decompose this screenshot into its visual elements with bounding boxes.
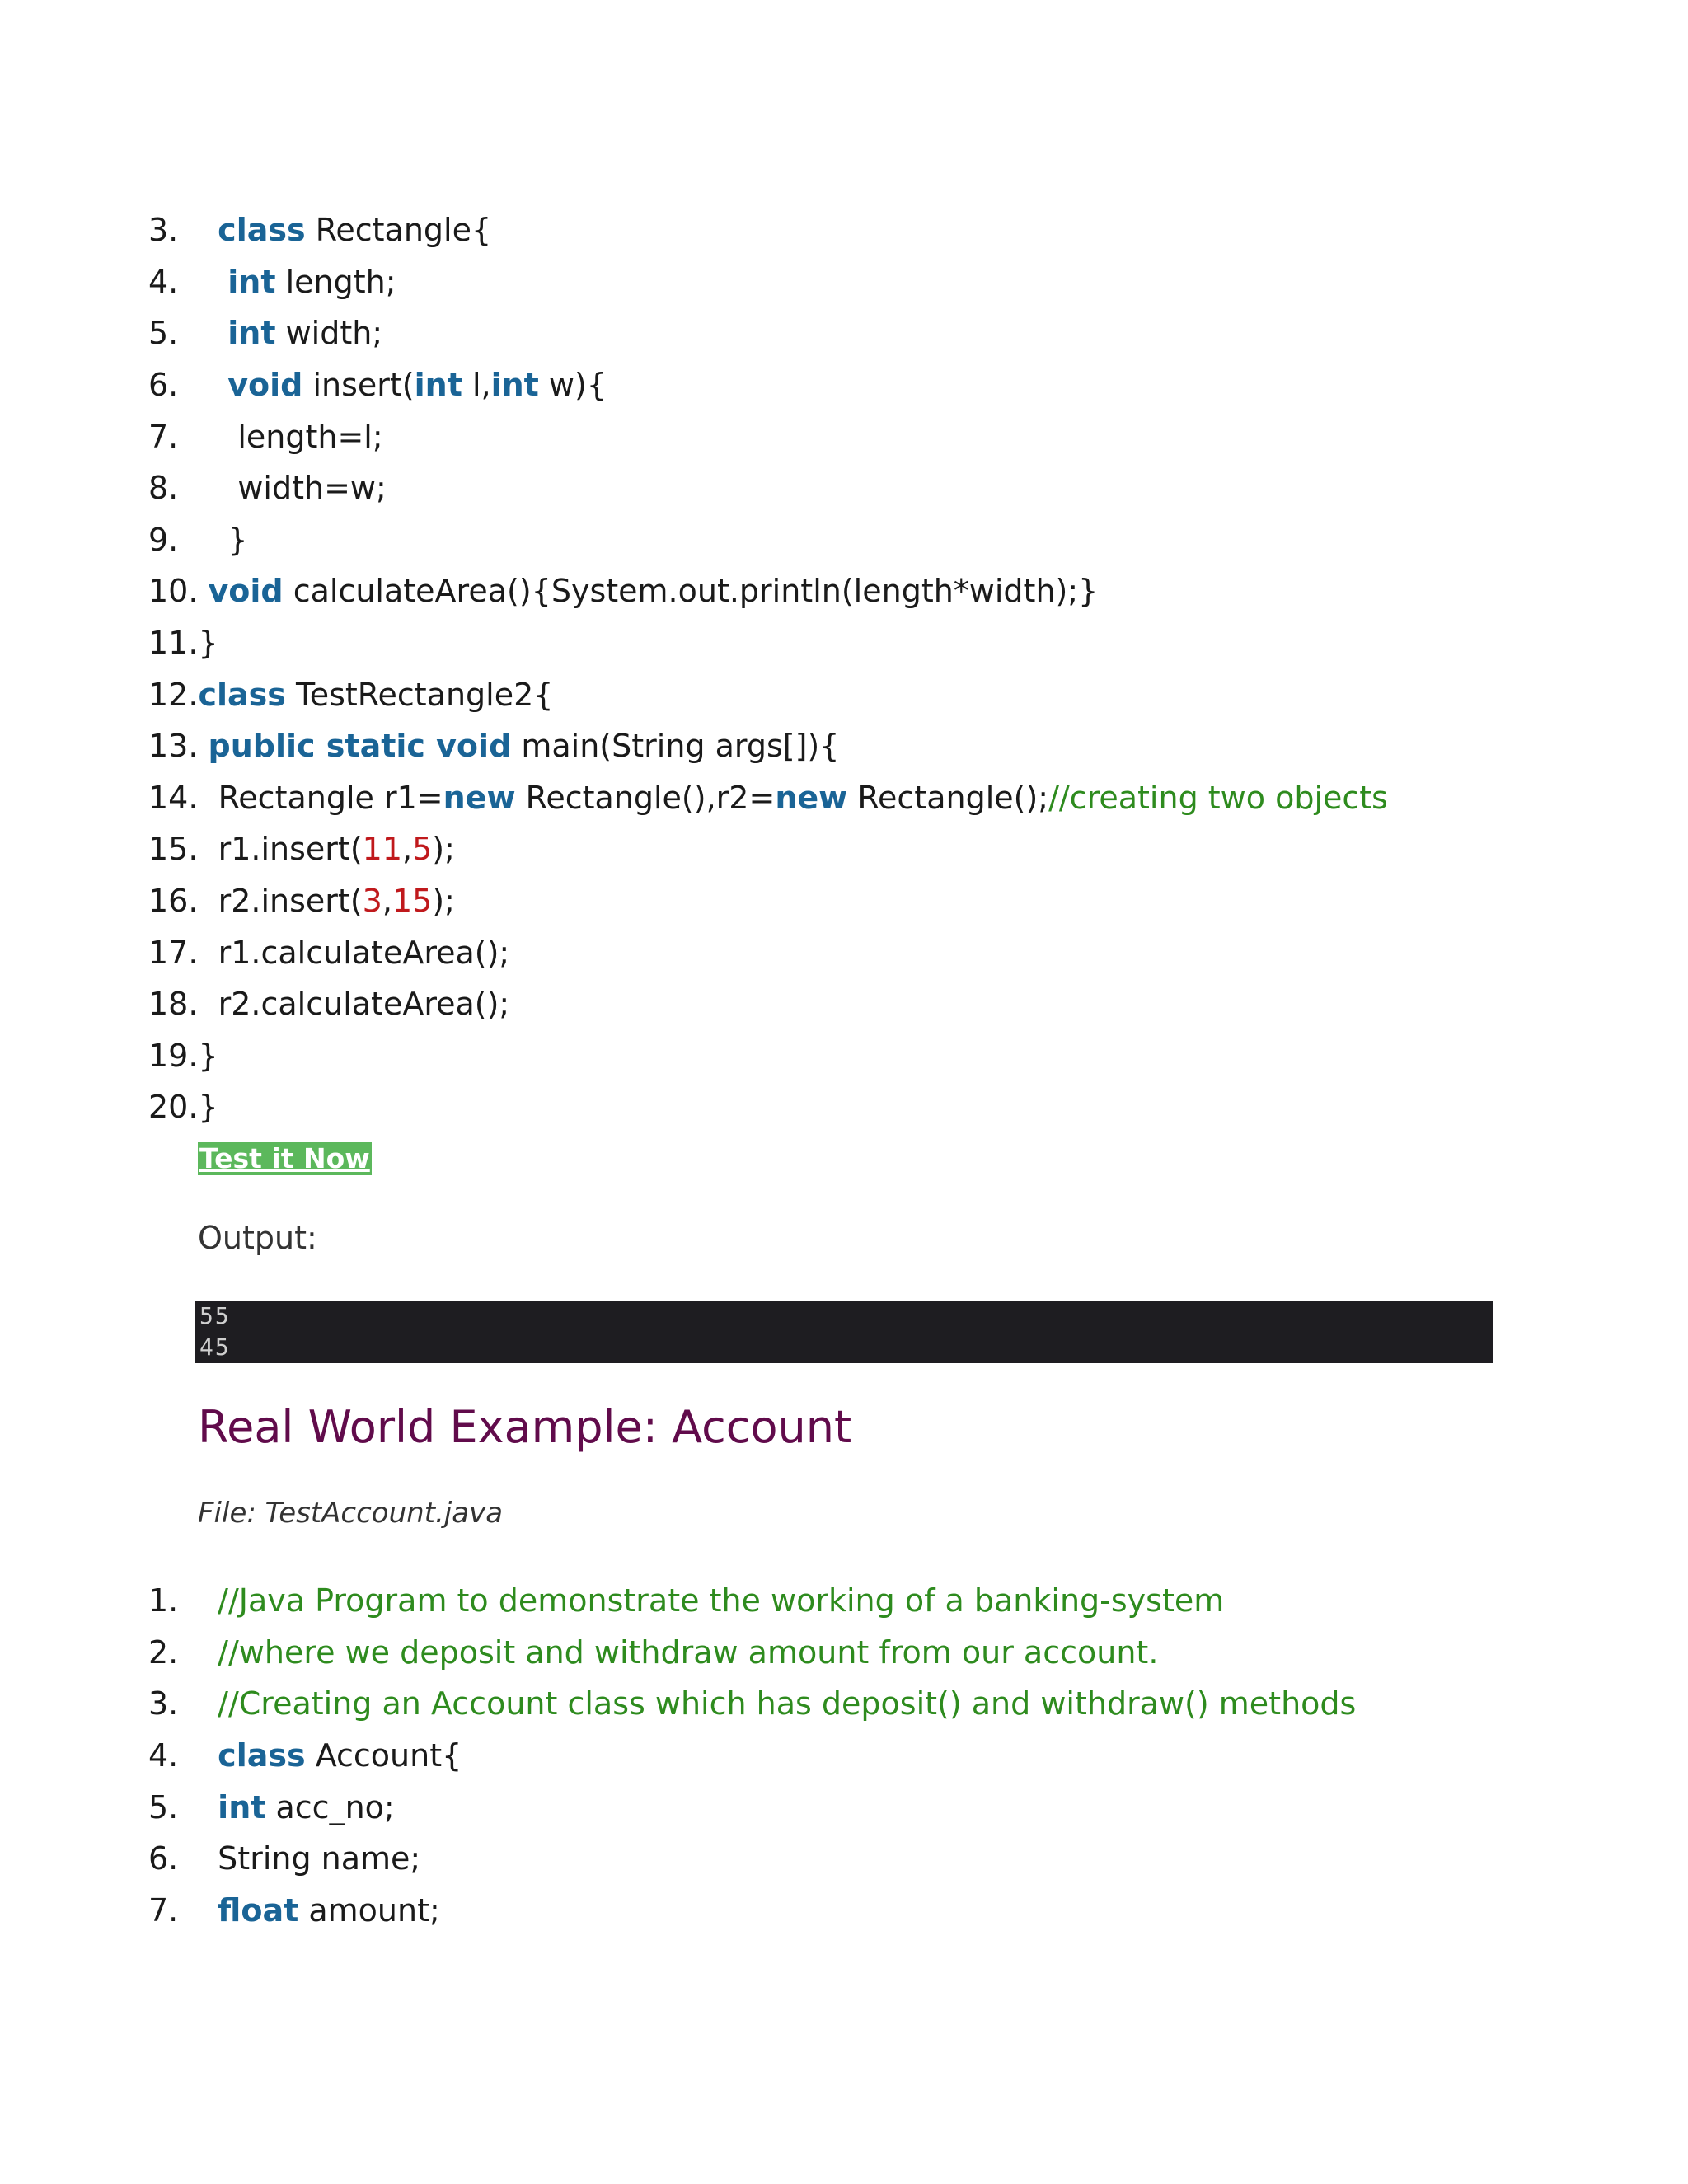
code-indent [198,1634,218,1671]
code-indent [198,470,237,506]
code-token: insert( [302,367,415,404]
line-number: 9. [148,521,179,558]
line-number: 7. [148,1891,179,1929]
code-indent [198,1737,218,1774]
code-token: } [198,1037,218,1074]
keyword-token: public static void [208,728,512,765]
code-line [148,617,1500,669]
code-token: acc_no; [265,1788,395,1825]
line-number: 3. [148,212,179,249]
code-line [148,1730,1500,1782]
code-token: } [227,521,248,558]
code-indent [198,780,218,816]
code-token: } [198,1089,218,1126]
keyword-token: void [208,573,284,610]
line-number: 19. [148,1037,199,1074]
number-token: 11 [362,831,403,868]
code-token: r1.calculateArea(); [218,934,510,971]
code-indent [198,1685,218,1722]
code-text [198,677,553,713]
code-token: width; [275,315,383,352]
code-token: length; [275,263,396,300]
keyword-token: int [227,263,276,300]
line-number: 14. [148,779,199,816]
code-text [198,780,1388,816]
keyword-token: int [218,1788,266,1825]
keyword-token: int [414,367,462,404]
keyword-token: class [198,676,286,713]
code-token: r1.insert( [218,831,363,868]
code-token: ); [432,831,455,868]
code-text [198,315,382,351]
code-token: l, [462,367,491,404]
code-line [148,978,1500,1030]
code-text [198,935,509,971]
code-indent [198,419,237,455]
code-indent [198,264,227,300]
code-text [198,1892,440,1929]
line-number: 17. [148,934,199,971]
code-token: width=w; [237,470,387,507]
keyword-token: class [218,1737,306,1774]
line-number: 10. [148,573,199,610]
code-indent [198,1789,218,1825]
line-number: 11. [148,625,199,662]
line-number: 5. [148,315,179,352]
code-token: String name; [218,1840,421,1877]
test-it-now-button[interactable]: Test it Now [199,1142,370,1174]
code-text [198,1737,462,1774]
number-token: 15 [392,883,433,920]
number-token: 5 [412,831,433,868]
line-number: 7. [148,418,179,455]
code-line [148,1030,1500,1082]
code-token: w){ [538,367,607,404]
code-text [198,419,383,455]
comment-token: //Creating an Account class which has deposit() and withdraw() methods [218,1685,1357,1722]
code-text [198,883,455,919]
code-line [148,1678,1500,1730]
code-token: } [198,625,218,662]
code-token: calculateArea(){System.out.println(length*width);} [283,573,1099,610]
line-number: 16. [148,883,199,920]
code-text [198,1634,1158,1671]
code-text [198,212,491,248]
code-line [148,772,1500,824]
code-token: Account{ [305,1737,462,1774]
console-line: 55 [199,1302,231,1329]
code-line [148,204,1500,256]
code-indent [198,573,208,609]
code-text [198,986,509,1022]
code-indent [198,212,218,248]
code-line [148,823,1500,875]
code-line [148,1081,1500,1133]
code-token: Rectangle(); [847,779,1049,816]
code-token: main(String args[]){ [511,728,840,765]
keyword-token: int [490,367,539,404]
line-number: 20. [148,1089,199,1126]
code-line [148,875,1500,927]
code-line [148,926,1500,978]
comment-token: //creating two objects [1048,779,1388,816]
comment-token: //Java Program to demonstrate the working of a banking-system [218,1582,1225,1619]
line-number: 4. [148,263,179,300]
code-line [148,720,1500,772]
code-line [148,514,1500,566]
code-text [198,831,455,867]
line-number: 15. [148,831,199,868]
code-line [148,565,1500,617]
keyword-token: float [218,1891,299,1929]
code-text [198,367,607,403]
number-token: 3 [362,883,382,920]
code-line [148,1833,1500,1885]
code-line [148,410,1500,462]
code-line [148,359,1500,411]
output-console [195,1301,1493,1363]
line-number: 6. [148,1840,179,1877]
code-indent [198,883,218,919]
code-indent [198,986,218,1022]
code-listing-rectangle [148,204,1500,1133]
code-indent [198,315,227,351]
line-number: 13. [148,728,199,765]
code-token: Rectangle(),r2= [515,779,776,816]
code-token: Rectangle r1= [218,779,443,816]
code-listing-account [148,1575,1500,1936]
keyword-token: class [218,212,306,249]
keyword-token: new [775,779,848,816]
line-number: 2. [148,1633,179,1671]
code-token: TestRectangle2{ [285,676,554,713]
line-number: 3. [148,1685,179,1722]
code-line [148,256,1500,308]
code-text [198,264,396,300]
code-token: , [402,831,413,868]
code-text [198,1582,1224,1619]
keyword-token: new [443,779,516,816]
code-indent [198,1582,218,1619]
code-token: amount; [298,1891,440,1929]
line-number: 1. [148,1582,179,1619]
code-token: r2.insert( [218,883,363,920]
line-number: 18. [148,986,199,1023]
code-indent [198,831,218,867]
code-indent [198,522,227,558]
code-indent [198,367,227,403]
file-label: File: TestAccount.java [198,1497,504,1530]
code-indent [198,1892,218,1929]
code-token: Rectangle{ [305,212,492,249]
code-indent [198,935,218,971]
code-text [198,625,218,661]
code-line [148,668,1500,720]
code-text [198,1789,395,1825]
code-token: length=l; [237,418,383,455]
line-number: 12. [148,676,199,713]
keyword-token: void [227,367,303,404]
line-number: 4. [148,1737,179,1774]
code-text [198,1840,420,1877]
code-line [148,307,1500,359]
code-text [198,1089,218,1125]
code-text [198,573,1098,609]
code-line [148,1575,1500,1627]
code-token: ); [432,883,455,920]
code-text [198,1038,218,1074]
code-text [198,1685,1356,1722]
code-indent [198,728,208,764]
section-heading: Real World Example: Account [198,1401,852,1453]
line-number: 5. [148,1788,179,1825]
code-text [198,728,839,764]
output-label: Output: [198,1220,317,1256]
code-token: r2.calculateArea(); [218,986,510,1023]
line-number: 6. [148,367,179,404]
console-line: 45 [199,1333,231,1361]
keyword-token: int [227,315,276,352]
code-token: , [382,883,392,920]
code-text [198,470,387,506]
line-number: 8. [148,470,179,507]
code-line [148,1781,1500,1833]
code-line [148,1627,1500,1679]
code-text [198,522,247,558]
code-line [148,462,1500,514]
code-line [148,1885,1500,1937]
code-indent [198,1840,218,1877]
comment-token: //where we deposit and withdraw amount from our account. [218,1633,1159,1671]
